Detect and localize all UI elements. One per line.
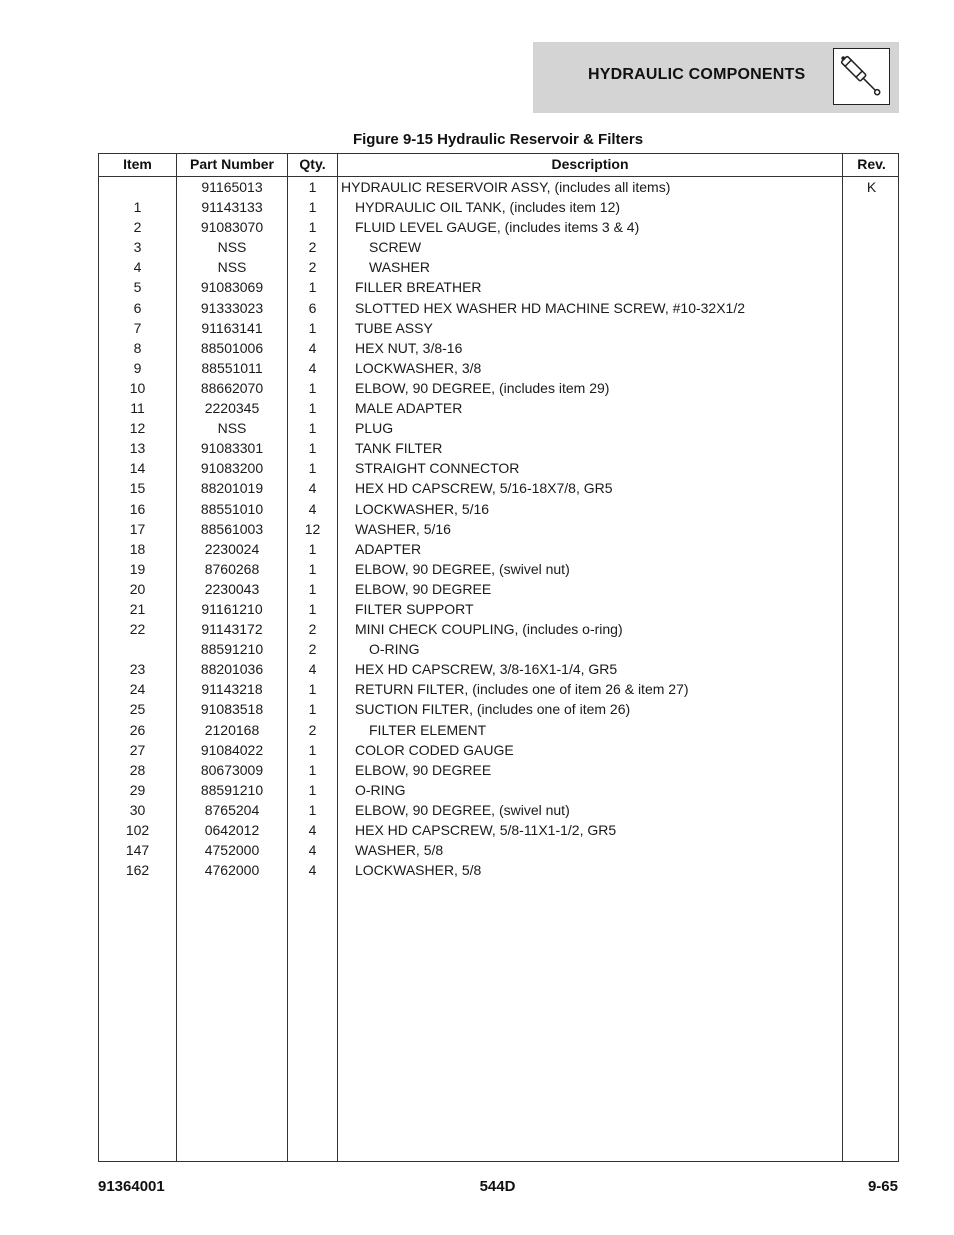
row-description: SCREW: [369, 239, 422, 256]
row-description: HEX HD CAPSCREW, 5/16-18X7/8, GR5: [355, 480, 613, 497]
table-row: [99, 237, 898, 257]
header-qty: Qty.: [299, 156, 326, 172]
row-item-number: 5: [133, 279, 142, 296]
table-row: [99, 177, 898, 197]
row-quantity: 1: [308, 440, 317, 457]
row-quantity: 2: [308, 721, 317, 738]
row-item-number: 21: [129, 600, 146, 617]
row-description: ELBOW, 90 DEGREE: [355, 761, 492, 778]
table-row: [99, 840, 898, 860]
row-quantity: 12: [304, 520, 321, 537]
table-row: [99, 679, 898, 699]
table-row: [99, 197, 898, 217]
row-part-number: 91143172: [201, 621, 263, 638]
table-row: [99, 318, 898, 338]
row-part-number: 88501006: [200, 339, 264, 356]
row-part-number: 91083070: [200, 219, 264, 236]
row-description: FILTER SUPPORT: [355, 600, 474, 617]
row-quantity: 1: [308, 400, 317, 417]
row-item-number: 24: [129, 681, 146, 698]
row-part-number: NSS: [217, 420, 247, 437]
row-item-number: 19: [129, 560, 146, 577]
row-item-number: 3: [133, 239, 142, 256]
row-description: SUCTION FILTER, (includes one of item 26): [355, 701, 631, 718]
row-description: HEX NUT, 3/8-16: [355, 339, 463, 356]
table-row: [99, 760, 898, 780]
row-part-number: 88551011: [201, 359, 263, 376]
row-part-number: 91143133: [201, 199, 263, 216]
row-quantity: 1: [308, 279, 317, 296]
row-part-number: 2230024: [204, 540, 260, 557]
row-quantity: 6: [308, 299, 317, 316]
row-quantity: 4: [308, 339, 317, 356]
row-item-number: 2: [133, 219, 142, 236]
row-quantity: 1: [308, 781, 317, 798]
table-row: [99, 499, 898, 519]
row-description: HYDRAULIC RESERVOIR ASSY, (includes all items): [341, 179, 671, 195]
footer-model: 544D: [479, 1178, 516, 1195]
row-part-number: 91083301: [200, 440, 264, 457]
row-part-number: 4752000: [204, 842, 260, 859]
table-row: [99, 800, 898, 820]
row-item-number: 23: [129, 661, 146, 678]
footer-page-number: 9-65: [867, 1178, 898, 1195]
row-description: RETURN FILTER, (includes one of item 26 & item 27): [355, 681, 689, 698]
row-quantity: 1: [308, 540, 317, 557]
row-item-number: 16: [129, 500, 146, 517]
row-part-number: 91084022: [200, 741, 264, 758]
row-description: COLOR CODED GAUGE: [355, 741, 514, 758]
row-description: HYDRAULIC OIL TANK, (includes item 12): [355, 199, 621, 216]
row-part-number: 8765204: [204, 801, 260, 818]
row-item-number: 26: [129, 721, 146, 738]
row-description: HEX HD CAPSCREW, 5/8-11X1-1/2, GR5: [355, 822, 617, 838]
row-item-number: 17: [129, 520, 146, 537]
row-description: ADAPTER: [355, 540, 422, 557]
row-item-number: 12: [129, 420, 146, 437]
row-item-number: 8: [133, 339, 142, 356]
header-description: Description: [551, 156, 629, 172]
row-part-number: 91083069: [200, 279, 264, 296]
row-description: ELBOW, 90 DEGREE: [355, 580, 492, 597]
table-row: [99, 257, 898, 277]
row-quantity: 1: [308, 741, 317, 758]
row-item-number: 14: [129, 460, 146, 477]
row-quantity: 1: [308, 560, 317, 577]
row-item-number: 10: [129, 379, 146, 396]
row-part-number: 2230043: [204, 580, 260, 597]
row-part-number: 91083200: [200, 460, 264, 477]
row-part-number: 4762000: [204, 862, 260, 879]
header-rev: Rev.: [857, 156, 886, 172]
table-row: [99, 358, 898, 378]
row-part-number: 91165013: [201, 179, 263, 195]
row-item-number: 28: [129, 761, 146, 778]
row-description: FILTER ELEMENT: [369, 721, 487, 738]
table-row: [99, 217, 898, 237]
table-row: [99, 699, 898, 719]
row-part-number: NSS: [217, 239, 247, 256]
row-item-number: 162: [125, 862, 150, 879]
row-part-number: 91161210: [201, 600, 263, 617]
row-item-number: 15: [129, 480, 146, 497]
row-description: STRAIGHT CONNECTOR: [355, 460, 520, 477]
row-quantity: 2: [308, 239, 317, 256]
row-description: LOCKWASHER, 3/8: [355, 359, 482, 376]
row-description: HEX HD CAPSCREW, 3/8-16X1-1/4, GR5: [355, 661, 618, 678]
row-item-number: 27: [129, 741, 146, 758]
table-row: [99, 478, 898, 498]
table-body: [99, 177, 898, 880]
table-row: [99, 740, 898, 760]
row-item-number: 25: [129, 701, 146, 718]
row-item-number: 29: [129, 781, 146, 798]
row-part-number: 91333023: [200, 299, 264, 316]
row-quantity: 1: [308, 761, 317, 778]
row-quantity: 1: [308, 199, 317, 216]
row-description: ELBOW, 90 DEGREE, (includes item 29): [355, 379, 610, 396]
row-part-number: 88201036: [200, 661, 264, 678]
row-item-number: 30: [129, 801, 146, 818]
row-part-number: 88591210: [200, 641, 264, 658]
row-description: O-RING: [369, 641, 420, 658]
table-row: [99, 659, 898, 679]
row-description: O-RING: [355, 781, 406, 798]
row-item-number: 4: [133, 259, 142, 276]
row-item-number: 7: [133, 319, 142, 336]
row-quantity: 1: [308, 701, 317, 718]
row-item-number: 6: [133, 299, 142, 316]
row-description: MINI CHECK COUPLING, (includes o-ring): [355, 621, 623, 638]
table-row: [99, 780, 898, 800]
row-item-number: 1: [133, 199, 142, 216]
table-row: [99, 298, 898, 318]
row-part-number: 88662070: [200, 379, 264, 396]
footer-document-number: 91364001: [98, 1178, 165, 1195]
table-row: [99, 519, 898, 539]
row-description: ELBOW, 90 DEGREE, (swivel nut): [355, 560, 570, 577]
row-description: MALE ADAPTER: [355, 400, 463, 417]
row-item-number: 18: [129, 540, 146, 557]
row-quantity: 4: [308, 661, 317, 678]
row-part-number: 88591210: [200, 781, 264, 798]
table-row: [99, 860, 898, 880]
row-description: PLUG: [355, 420, 394, 437]
row-item-number: 11: [130, 400, 145, 417]
row-description: WASHER, 5/8: [355, 842, 444, 859]
row-description: LOCKWASHER, 5/8: [355, 862, 482, 879]
parts-table: [98, 153, 899, 1162]
row-quantity: 4: [308, 842, 317, 859]
row-description: TANK FILTER: [355, 440, 443, 457]
table-row: [99, 398, 898, 418]
row-part-number: 0642012: [204, 822, 260, 838]
row-description: ELBOW, 90 DEGREE, (swivel nut): [355, 801, 570, 818]
table-row: [99, 338, 898, 358]
section-title: HYDRAULIC COMPONENTS: [588, 66, 806, 83]
row-quantity: 4: [308, 500, 317, 517]
table-row: [99, 378, 898, 398]
row-revision: K: [866, 179, 877, 195]
row-item-number: 13: [129, 440, 146, 457]
row-quantity: 1: [308, 420, 317, 437]
table-row: [99, 820, 898, 840]
row-part-number: 88201019: [200, 480, 264, 497]
table-row: [99, 539, 898, 559]
row-quantity: 1: [308, 460, 317, 477]
figure-title: Figure 9-15 Hydraulic Reservoir & Filters: [352, 131, 644, 148]
row-quantity: 2: [308, 641, 317, 658]
table-row: [99, 438, 898, 458]
header-part-number: Part Number: [189, 156, 275, 172]
row-quantity: 1: [308, 580, 317, 597]
row-description: FLUID LEVEL GAUGE, (includes items 3 & 4): [355, 219, 640, 236]
row-quantity: 4: [308, 480, 317, 497]
row-description: SLOTTED HEX WASHER HD MACHINE SCREW, #10-32X1/2: [355, 299, 746, 316]
row-description: WASHER: [369, 259, 430, 276]
row-quantity: 1: [308, 319, 317, 336]
table-row: [99, 418, 898, 438]
row-part-number: 8760268: [204, 560, 260, 577]
row-item-number: 9: [133, 359, 142, 376]
header-item: Item: [123, 156, 152, 172]
row-quantity: 1: [308, 600, 317, 617]
row-part-number: 2120168: [204, 721, 260, 738]
section-header: [533, 42, 899, 113]
row-quantity: 1: [308, 379, 317, 396]
hydraulic-cylinder-icon: [833, 48, 890, 105]
table-row: [99, 579, 898, 599]
row-part-number: 91163141: [201, 319, 263, 336]
row-description: WASHER, 5/16: [355, 520, 451, 537]
row-description: FILLER BREATHER: [355, 279, 482, 296]
row-part-number: NSS: [217, 259, 247, 276]
row-part-number: 88551010: [200, 500, 264, 517]
row-item-number: 20: [129, 580, 146, 597]
row-item-number: 22: [129, 621, 146, 638]
row-description: LOCKWASHER, 5/16: [355, 500, 490, 517]
row-quantity: 1: [308, 179, 317, 195]
row-item-number: 147: [125, 842, 150, 859]
row-part-number: 80673009: [200, 761, 264, 778]
row-part-number: 91083518: [200, 701, 264, 718]
table-row: [99, 619, 898, 639]
row-quantity: 1: [308, 801, 317, 818]
row-quantity: 1: [308, 681, 317, 698]
row-quantity: 4: [308, 822, 317, 838]
row-part-number: 88561003: [200, 520, 264, 537]
row-quantity: 4: [308, 862, 317, 879]
table-row: [99, 599, 898, 619]
table-row: [99, 720, 898, 740]
row-quantity: 4: [308, 359, 317, 376]
row-part-number: 2220345: [204, 400, 260, 417]
row-quantity: 2: [308, 621, 317, 638]
table-row: [99, 277, 898, 297]
row-quantity: 2: [308, 259, 317, 276]
table-row: [99, 639, 898, 659]
row-quantity: 1: [308, 219, 317, 236]
row-description: TUBE ASSY: [355, 319, 433, 336]
row-item-number: 102: [125, 822, 150, 838]
row-part-number: 91143218: [201, 681, 263, 698]
table-row: [99, 559, 898, 579]
table-row: [99, 458, 898, 478]
